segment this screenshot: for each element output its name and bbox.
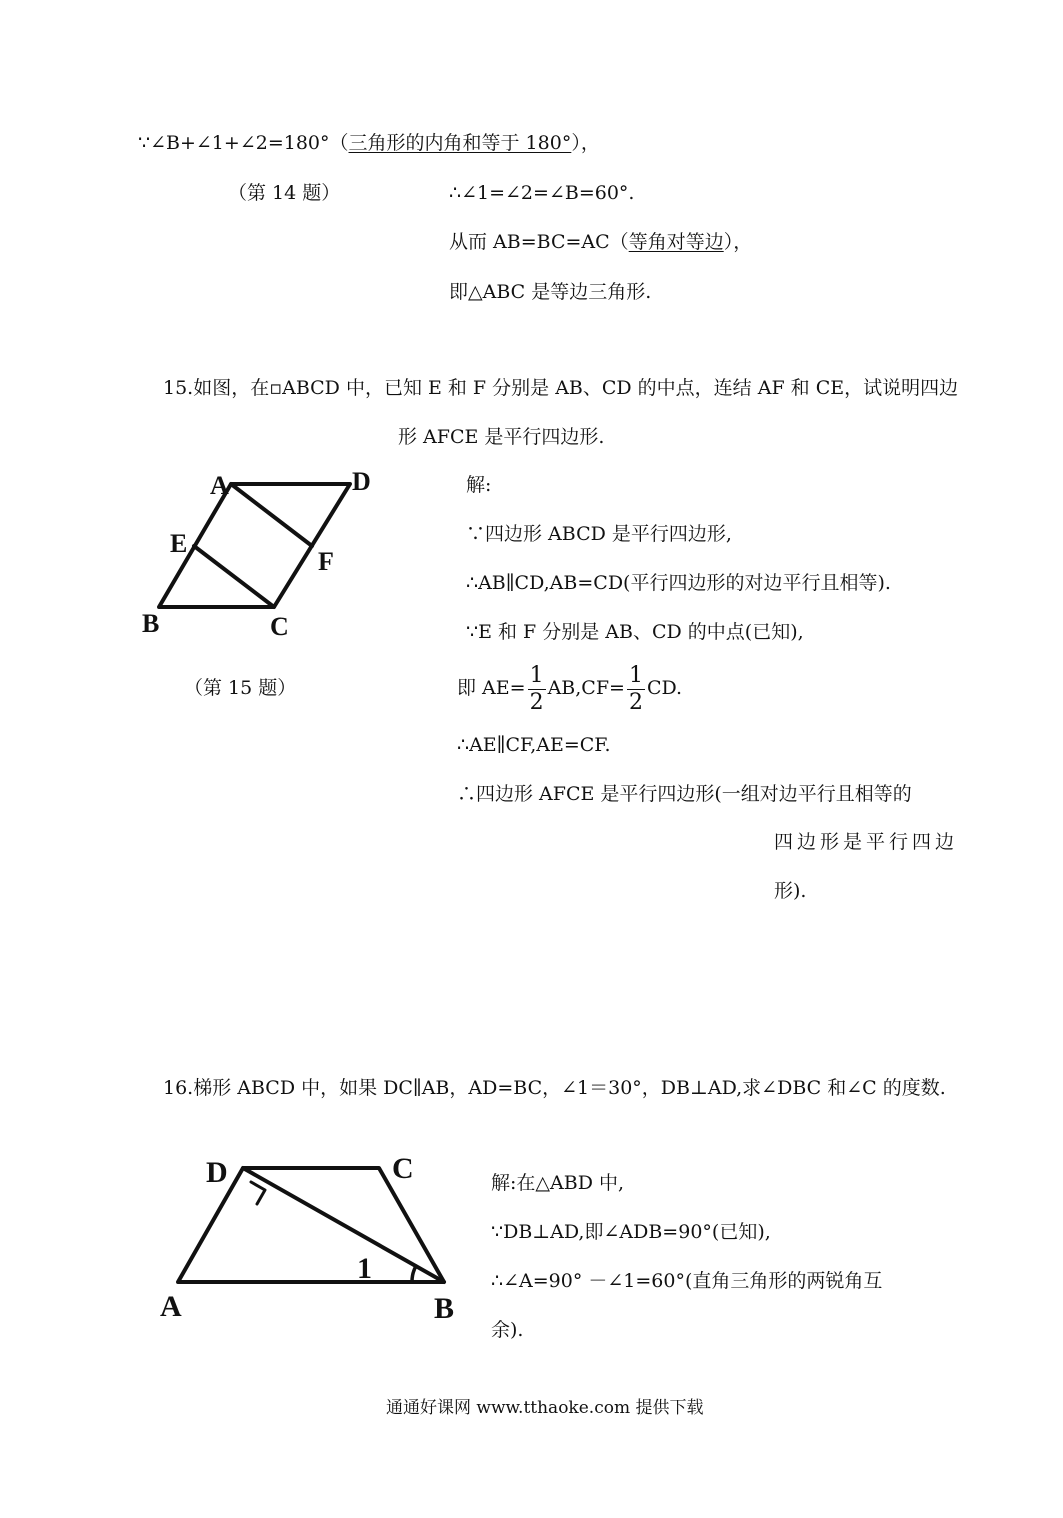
q15-solution2-line2: ∴四边形 AFCE 是平行四边形(一组对边平行且相等的 [457,783,912,805]
q14-line3-suffix: ）， [723,231,753,253]
q15-solution2-line4: 形). [774,880,807,902]
q16-solution-line1: 解:在△ABD 中, [491,1172,625,1194]
q14-line3 [449,230,752,254]
q14-line4: 即△ABC 是等边三角形. [449,281,652,303]
q15-label-c: C [270,612,289,641]
q15-label-d: D [352,467,371,496]
q15-solution2-line3: 四边形是平行四边 [774,831,959,853]
q15-parallelogram-figure [130,460,390,650]
page-footer: 通通好课网 www.tthaoke.com 提供下载 [386,1398,704,1418]
q15-solution-line3: ∴AB∥CD,AB=CD(平行四边形的对边平行且相等). [466,572,891,594]
q14-line1 [138,131,600,155]
q15-fraction-2 [627,663,645,716]
q16-question: 16.梯形 ABCD 中，如果 DC∥AB，AD=BC，∠1＝30°，DB⊥AD,求∠DBC 和∠C 的度数. [163,1077,946,1099]
q16-label-b: B [434,1292,455,1325]
q16-label-a: A [160,1290,182,1323]
q15-solution-line2: ∵四边形 ABCD 是平行四边形, [466,523,732,545]
q16-label-d: D [206,1156,228,1189]
q16-angle-1-arc [412,1266,416,1282]
q16-trapezoid-figure [150,1140,470,1330]
q15-segment-af [231,484,312,546]
q15-segment-ce [194,546,274,607]
q14-line1-prefix: ∵∠B+∠1+∠2=180°（ [138,132,349,154]
q15-fraction-1 [528,663,546,716]
q15-fraction-2-den: 2 [628,689,643,715]
q15-label-a: A [210,471,229,500]
q15-label-f: F [318,547,334,576]
q15-half-mid: AB,CF= [547,677,625,699]
q14-line3-prefix: 从而 AB=BC=AC（ [449,231,629,253]
q16-label-angle-1: 1 [357,1252,372,1285]
q16-diagonal-db [243,1168,444,1282]
q16-solution-line3: ∴∠A=90° －∠1=60°(直角三角形的两锐角互 [491,1270,883,1292]
q15-half-suffix: CD. [646,677,683,699]
q15-label-e: E [170,529,188,558]
q15-question-line1: 15.如图，在▫ABCD 中，已知 E 和 F 分别是 AB、CD 的中点，连结 AF 和 CE，试说明四边 [163,377,959,399]
q15-label-b: B [142,609,160,638]
q14-line2: ∴∠1=∠2=∠B=60°. [449,182,635,204]
q15-caption: （第 15 题） [184,677,297,699]
q14-line3-reason: 等角对等边 [628,231,724,253]
q15-half-line [457,660,682,716]
q15-half-prefix: 即 AE= [457,677,526,699]
q15-solution2-line1: ∴AE∥CF,AE=CF. [457,734,611,756]
q15-question-line2: 形 AFCE 是平行四边形. [398,426,605,448]
q16-solution-line4: 余). [491,1319,524,1341]
q15-solution-line1: 解: [466,474,492,496]
q16-right-angle-mark [251,1182,265,1204]
q16-solution-line2: ∵DB⊥AD,即∠ADB=90°(已知), [491,1221,771,1243]
q14-caption: （第 14 题） [228,182,341,204]
q15-solution-line4: ∵E 和 F 分别是 AB、CD 的中点(已知), [466,621,804,643]
q15-fraction-1-num: 1 [529,662,544,688]
q15-fraction-2-num: 1 [628,662,643,688]
q14-line1-reason: 三角形的内角和等于 180° [348,132,572,154]
q14-line1-suffix: ）， [571,132,600,154]
q15-fraction-1-den: 2 [529,689,544,715]
q16-label-c: C [392,1152,414,1185]
